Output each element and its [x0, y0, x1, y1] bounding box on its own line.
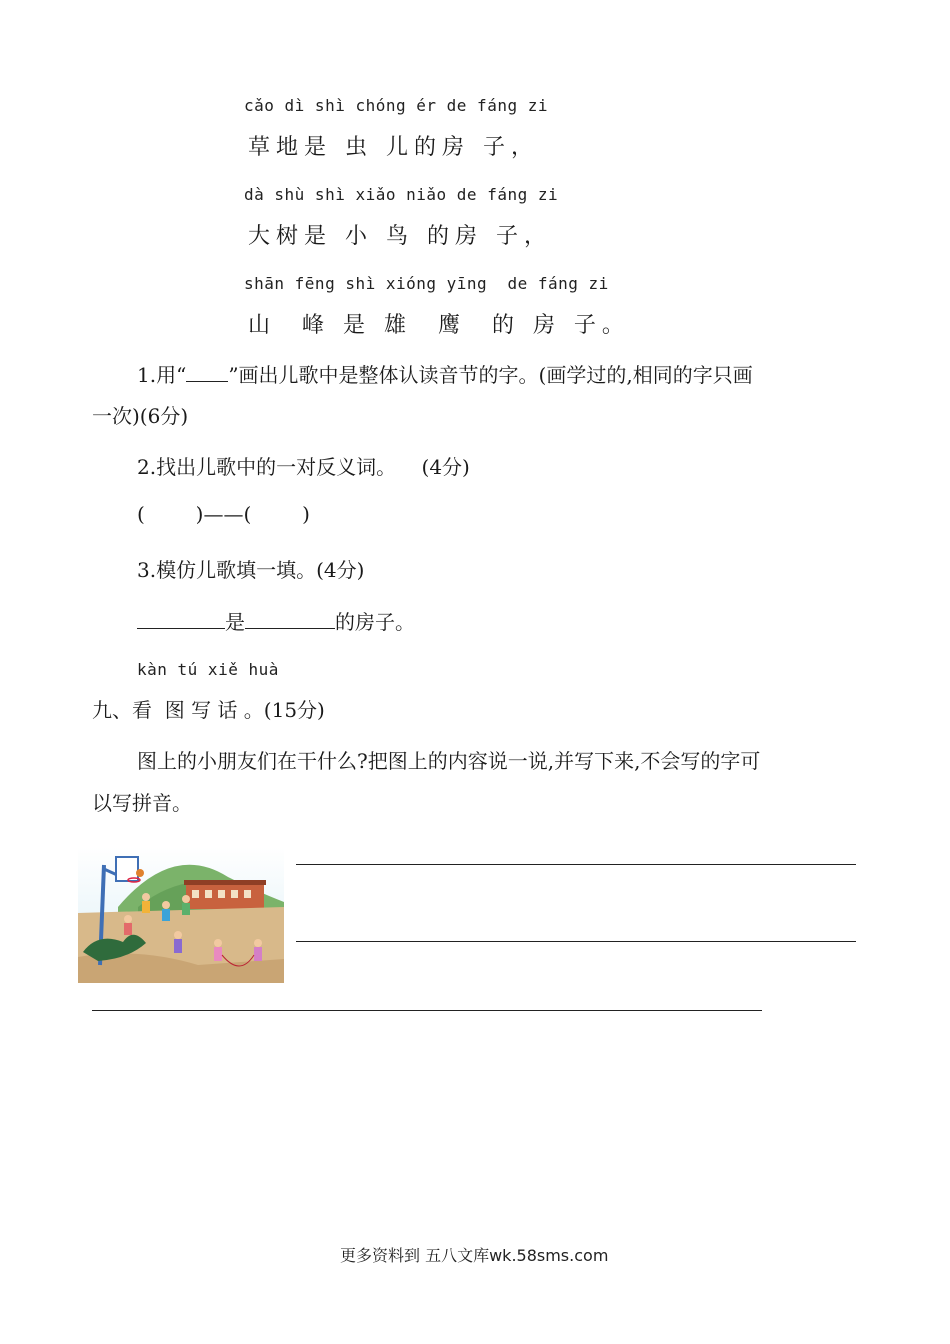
writing-line-2[interactable]	[296, 941, 856, 942]
poem-line-1-pinyin: cǎo dì shì chóng ér de fáng zi	[244, 96, 548, 115]
writing-line-3[interactable]	[92, 1010, 762, 1011]
section-9-pinyin: kàn tú xiě huà	[137, 660, 279, 679]
poem-line-3-hanzi: 山 峰 是 雄 鹰 的 房 子。	[248, 313, 630, 338]
fill-blank-2[interactable]	[245, 608, 335, 629]
poem-line-2-pinyin: dà shù shì xiǎo niǎo de fáng zi	[244, 185, 559, 204]
fill-tail: 的房子。	[335, 610, 415, 634]
antonym-answer-blanks[interactable]: ( )——( )	[137, 502, 310, 526]
question-1	[137, 359, 753, 388]
poem-line-2-hanzi: 大树是 小 鸟 的房 子，	[248, 224, 552, 249]
question-1-continued: 一次)(6分)	[92, 404, 189, 428]
section-9-prompt-line-1: 图上的小朋友们在干什么?把图上的内容说一说,并写下来,不会写的字可	[137, 749, 761, 773]
section-9-title: 九、看 图 写 话 。(15分)	[92, 698, 325, 722]
underline-sample	[186, 363, 228, 382]
writing-line-1[interactable]	[296, 864, 856, 865]
imitation-fill-line	[137, 606, 415, 635]
question-3: 3.模仿儿歌填一填。(4分)	[137, 558, 365, 582]
section-9-prompt-line-2: 以写拼音。	[92, 791, 192, 815]
question-2: 2.找出儿歌中的一对反义词。 (4分)	[137, 455, 470, 479]
fill-is: 是	[225, 610, 245, 634]
poem-line-3-pinyin: shān fēng shì xióng yīng de fáng zi	[244, 274, 609, 293]
question-1-suffix: ”画出儿歌中是整体认读音节的字。(画学过的,相同的字只画	[228, 363, 753, 387]
footer-text: 更多资料到 五八文库wk.58sms.com	[340, 1246, 609, 1265]
poem-line-1-hanzi: 草地是 虫 儿的房 子，	[248, 135, 539, 160]
question-1-prefix: 1.用“	[137, 363, 187, 387]
fill-blank-1[interactable]	[137, 608, 225, 629]
playground-illustration	[78, 847, 284, 983]
